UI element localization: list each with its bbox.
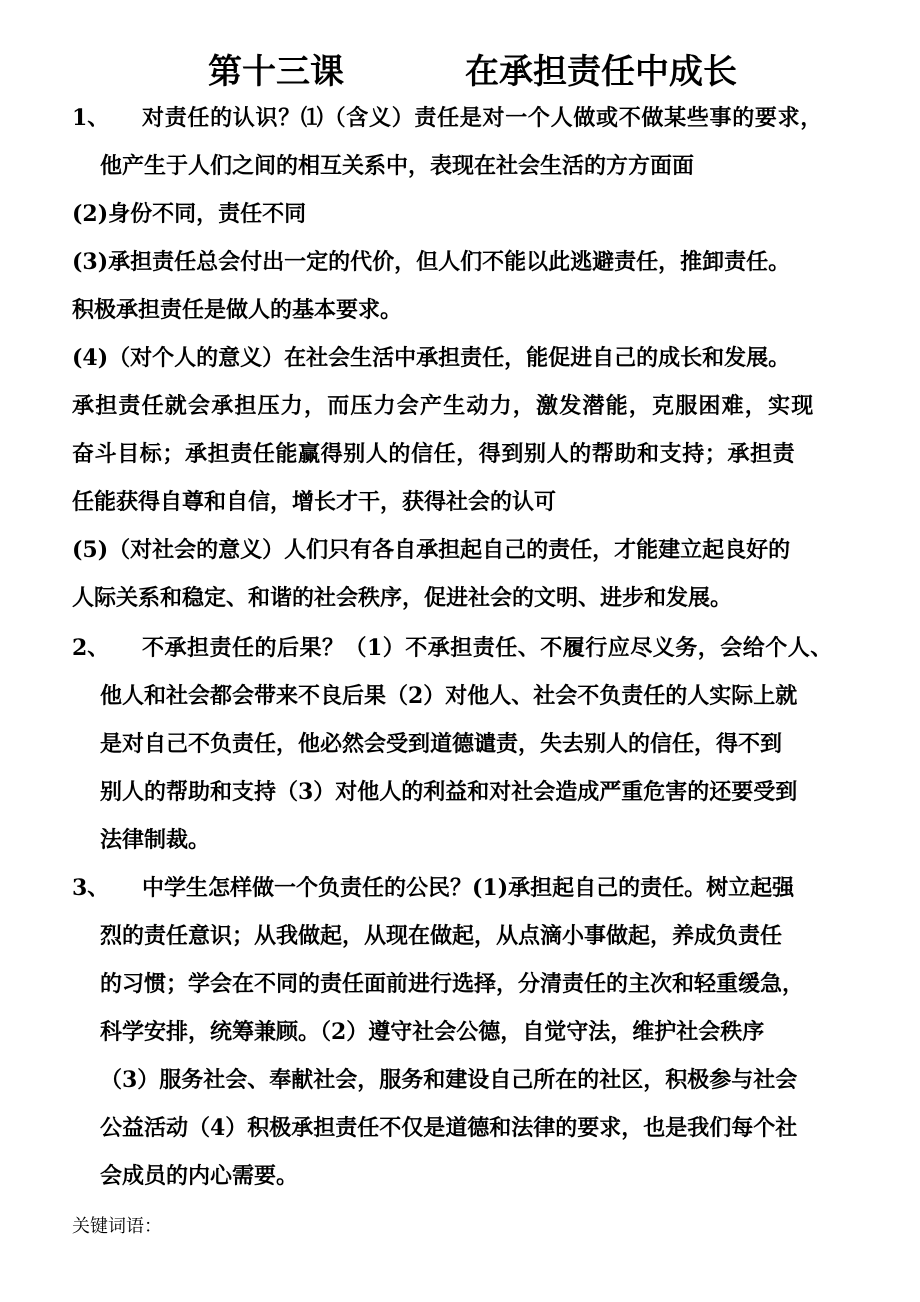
section-1-number: 1、 <box>72 105 110 131</box>
section-2-line: 不承担责任的后果？（1）不承担责任、不履行应尽义务，会给个人、 <box>142 635 833 661</box>
section-3-line: 的习惯；学会在不同的责任面前进行选择，分清责任的主次和轻重缓急， <box>100 971 805 997</box>
section-3-line: 公益活动（4）积极承担责任不仅是道德和法律的要求，也是我们每个社 <box>100 1115 798 1141</box>
section-1-line: 承担责任就会承担压力，而压力会产生动力，激发潜能，克服困难，实现 <box>72 393 815 419</box>
section-2-line: 是对自己不负责任，他必然会受到道德谴责，失去别人的信任，得不到 <box>100 731 783 757</box>
section-3-line: 烈的责任意识；从我做起，从现在做起，从点滴小事做起，养成负责任 <box>100 923 783 949</box>
section-3-line: （3）服务社会、奉献社会，服务和建设自己所在的社区，积极参与社会 <box>100 1067 798 1093</box>
section-1-line: (4)（对个人的意义）在社会生活中承担责任，能促进自己的成长和发展。 <box>72 345 791 371</box>
section-3-number: 3、 <box>72 875 110 901</box>
section-1-line: 奋斗目标；承担责任能赢得别人的信任，得到别人的帮助和支持；承担责 <box>72 441 796 467</box>
section-3-line: 会成员的内心需要。 <box>100 1163 299 1189</box>
section-3-line: 中学生怎样做一个负责任的公民？(1)承担起自己的责任。树立起强 <box>142 875 795 901</box>
section-2-number: 2、 <box>72 635 110 661</box>
lesson-topic: 在承担责任中成长 <box>465 52 737 92</box>
section-1-line: 对责任的认识？⑴（含义）责任是对一个人做或不做某些事的要求， <box>142 105 824 131</box>
section-1-line: 任能获得自尊和自信，增长才干，获得社会的认可 <box>72 489 557 515</box>
section-3-line: 科学安排，统筹兼顾。（2）遵守社会公德，自觉守法，维护社会秩序 <box>100 1019 765 1045</box>
section-1-line: 他产生于人们之间的相互关系中，表现在社会生活的方方面面 <box>100 153 695 179</box>
section-2-line: 别人的帮助和支持（3）对他人的利益和对社会造成严重危害的还要受到 <box>100 779 798 805</box>
section-1-line: (5)（对社会的意义）人们只有各自承担起自己的责任，才能建立起良好的 <box>72 537 791 563</box>
section-2-line: 法律制裁。 <box>100 827 211 853</box>
keywords-label: 关键词语： <box>72 1216 162 1237</box>
lesson-number: 第十三课 <box>208 52 344 92</box>
section-1-line: (2)身份不同，责任不同 <box>72 201 307 227</box>
page-title <box>0 44 920 100</box>
section-1-line: 人际关系和稳定、和谐的社会秩序，促进社会的文明、进步和发展。 <box>72 585 733 611</box>
section-2-line: 他人和社会都会带来不良后果（2）对他人、社会不负责任的人实际上就 <box>100 683 798 709</box>
section-1-line: (3)承担责任总会付出一定的代价，但人们不能以此逃避责任，推卸责任。 <box>72 249 791 275</box>
section-1-line: 积极承担责任是做人的基本要求。 <box>72 297 403 323</box>
